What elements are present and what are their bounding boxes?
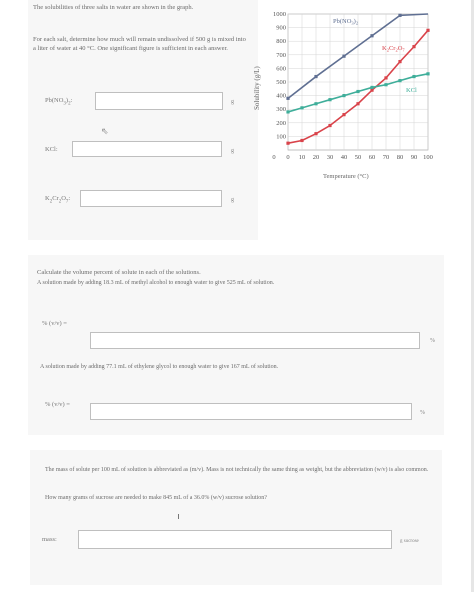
data-point xyxy=(384,83,387,86)
unit-percent-b: % xyxy=(420,410,425,416)
x-tick-label: 40 xyxy=(340,154,348,161)
question1-intro: The solubilities of three salts in water are shown in the graph. xyxy=(33,4,194,11)
x-axis-ticks xyxy=(272,154,433,161)
data-point xyxy=(342,113,345,116)
unit-g-sucrose: g sucrose xyxy=(400,539,419,544)
answer-field-vv-a[interactable] xyxy=(90,332,420,349)
data-point xyxy=(370,86,373,89)
data-point xyxy=(426,29,429,32)
x-tick-label: 10 xyxy=(298,154,306,161)
mouse-cursor-icon: ⇖ xyxy=(101,126,109,136)
data-point xyxy=(300,106,303,109)
x-axis-label: Temperature (°C) xyxy=(323,173,369,180)
data-point xyxy=(398,60,401,63)
unit-kcl: g xyxy=(231,148,234,154)
data-point xyxy=(286,97,289,100)
y-tick-label: 100 xyxy=(276,133,286,141)
x-tick-label: 50 xyxy=(354,154,362,161)
y-axis-label: Solubility (g/L) xyxy=(253,66,261,110)
y-tick-label: 900 xyxy=(276,24,286,32)
question1-prompt: For each salt, determine how much will remain undissolved if 500 g is mixed into a liter of water at 40 °C. One significant figure is sufficient in each answer. xyxy=(33,36,246,52)
y-tick-label: 200 xyxy=(276,119,286,127)
question3-prompt: How many grams of sucrose are needed to make 845 mL of a 36.0% (w/v) sucrose solution? xyxy=(45,495,267,501)
data-point xyxy=(412,75,415,78)
x-tick-label: 60 xyxy=(368,154,376,161)
question2-part-b: A solution made by adding 77.1 mL of ethylene glycol to enough water to give 167 mL of solution. xyxy=(40,364,279,370)
label-vv-b: % (v/v) = xyxy=(45,401,70,408)
x-tick-label: 70 xyxy=(382,154,390,161)
data-point xyxy=(286,110,289,113)
x-tick-label: 90 xyxy=(410,154,418,161)
row-label-pbno3: $Pb(NO_3)_2$: xyxy=(45,97,73,107)
data-point xyxy=(356,90,359,93)
x-tick-label: 80 xyxy=(396,154,404,161)
data-point xyxy=(286,142,289,145)
data-point xyxy=(370,34,373,37)
x-tick-label: 30 xyxy=(326,154,334,161)
data-point xyxy=(398,79,401,82)
y-tick-label: 300 xyxy=(276,106,286,114)
label-mass: mass: xyxy=(42,536,57,543)
legend-label-kcl: KCl xyxy=(406,87,417,94)
data-point xyxy=(412,45,415,48)
legend-label-k2cr2o7: $K_2Cr_2O_7$ xyxy=(382,45,405,53)
question2-part-a: A solution made by adding 18.3 mL of methyl alcohol to enough water to give 525 mL of solution. xyxy=(37,280,275,286)
solubility-chart xyxy=(248,0,434,185)
question2-intro: Calculate the volume percent of solute in each of the solutions. xyxy=(37,269,201,276)
data-point xyxy=(356,102,359,105)
x-tick-label: 20 xyxy=(312,154,320,161)
data-point xyxy=(314,102,317,105)
unit-k2cr2o7: g xyxy=(231,197,234,203)
data-point xyxy=(314,132,317,135)
x-tick-label: 100 xyxy=(423,154,433,161)
text-cursor-icon xyxy=(178,514,179,519)
data-point xyxy=(398,14,401,17)
data-point xyxy=(328,98,331,101)
x-tick-label: 0 xyxy=(272,154,276,161)
answer-field-mass[interactable] xyxy=(78,530,392,549)
label-vv-a: % (v/v) = xyxy=(42,320,67,327)
y-tick-label: 500 xyxy=(276,79,286,86)
unit-pbno3: g xyxy=(231,99,234,105)
answer-field-vv-b[interactable] xyxy=(90,403,412,420)
data-point xyxy=(328,124,331,127)
y-tick-label: 700 xyxy=(276,51,286,59)
row-label-kcl: KCl: xyxy=(45,146,58,153)
answer-field-pbno3[interactable] xyxy=(95,92,223,110)
data-point xyxy=(342,55,345,58)
answer-field-k2cr2o7[interactable] xyxy=(80,190,222,207)
y-axis-ticks xyxy=(273,11,286,140)
legend-label-pbno3: $Pb(NO_3)_2$ xyxy=(333,18,359,26)
y-tick-label: 400 xyxy=(276,92,286,100)
row-label-k2cr2o7: $K_2Cr_2O_7$: xyxy=(45,195,71,205)
y-tick-label: 600 xyxy=(276,65,286,73)
unit-percent-a: % xyxy=(430,338,435,344)
answer-field-kcl[interactable] xyxy=(72,141,222,157)
data-point xyxy=(314,75,317,78)
question3-intro: The mass of solute per 100 mL of solution is abbreviated as (m/v). Mass is not technically the same thing as weight, but the abbreviation (w/v) is also common. xyxy=(45,467,429,473)
data-point xyxy=(384,76,387,79)
data-point xyxy=(300,139,303,142)
data-point xyxy=(342,94,345,97)
y-tick-label: 1000 xyxy=(273,11,286,18)
x-tick-label: 0 xyxy=(286,154,290,161)
y-tick-label: 800 xyxy=(276,38,286,46)
data-point xyxy=(426,72,429,75)
